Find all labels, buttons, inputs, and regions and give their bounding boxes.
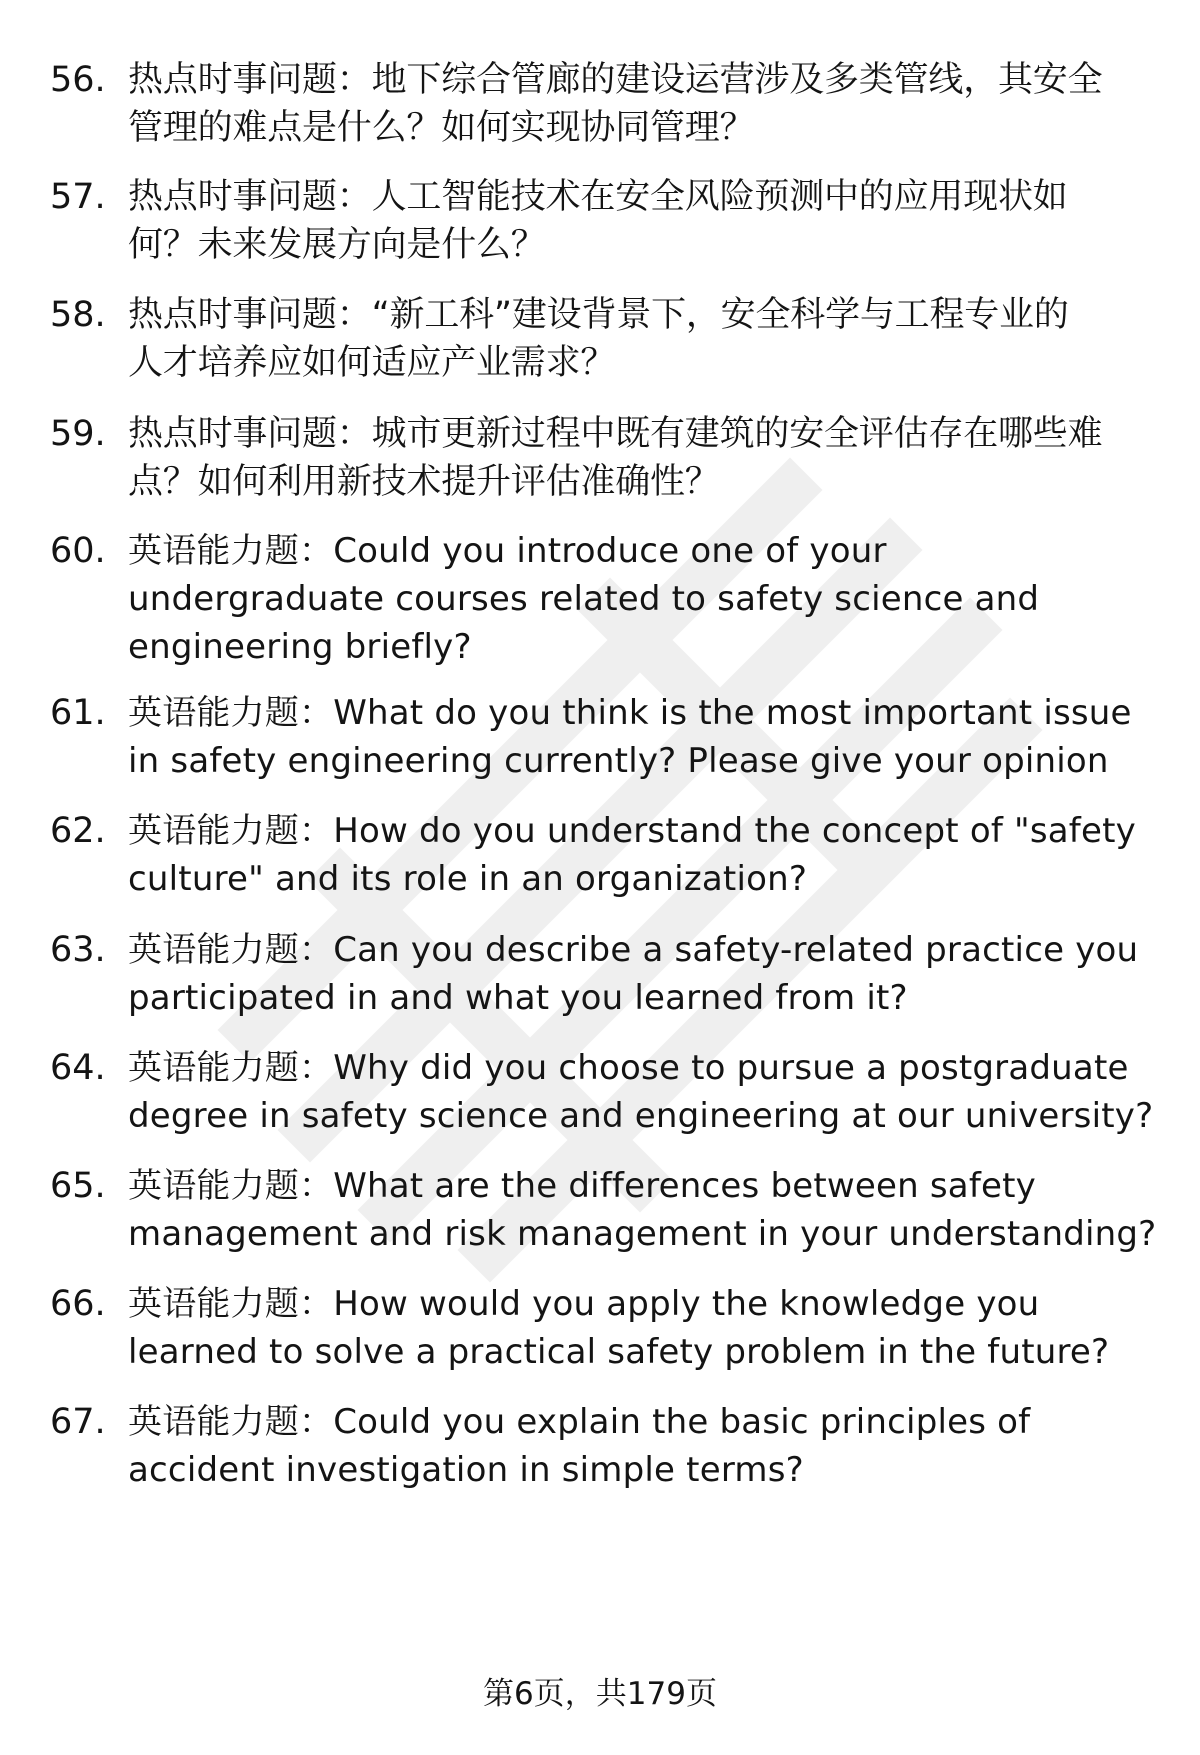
question-number: 56. [50, 60, 106, 100]
question-line: 英语能力题：What do you think is the most important issue [128, 693, 1132, 733]
question-number: 66. [50, 1284, 106, 1324]
question-item-60 [50, 527, 1160, 667]
question-number: 57. [50, 177, 106, 217]
question-line: engineering briefly? [128, 627, 472, 667]
question-line: learned to solve a practical safety problem in the future? [128, 1332, 1110, 1372]
question-item-63 [50, 926, 1160, 1036]
question-line: undergraduate courses related to safety science and [128, 579, 1040, 619]
question-line: 英语能力题：Can you describe a safety-related practice you [128, 930, 1139, 970]
question-line: 热点时事问题：“新工科”建设背景下，安全科学与工程专业的 [128, 295, 1069, 335]
question-text [128, 173, 1128, 269]
question-line: 英语能力题：Could you introduce one of your [128, 531, 887, 571]
question-text [128, 689, 1132, 785]
question-item-59 [50, 410, 1160, 520]
question-item-64 [50, 1044, 1160, 1154]
question-text [128, 1162, 1157, 1258]
question-line: 英语能力题：How do you understand the concept of "safety [128, 811, 1136, 851]
question-line: 热点时事问题：人工智能技术在安全风险预测中的应用现状如 [128, 177, 1068, 217]
question-line: 点？如何利用新技术提升评估准确性？ [128, 462, 720, 502]
question-text [128, 1280, 1128, 1376]
question-line: degree in safety science and engineering at our university? [128, 1096, 1154, 1136]
question-text [128, 410, 1128, 506]
question-line: 人才培养应如何适应产业需求？ [128, 343, 616, 383]
question-item-66 [50, 1280, 1160, 1390]
question-number: 60. [50, 531, 106, 571]
question-number: 63. [50, 930, 106, 970]
question-item-62 [50, 807, 1160, 917]
question-item-57 [50, 173, 1160, 283]
question-line: 英语能力题：Could you explain the basic principles of [128, 1402, 1031, 1442]
question-line: management and risk management in your understanding? [128, 1214, 1157, 1254]
question-number: 65. [50, 1166, 106, 1206]
question-item-56 [50, 56, 1160, 166]
question-line: 何？未来发展方向是什么？ [128, 225, 546, 265]
question-item-67 [50, 1398, 1160, 1508]
question-line: 热点时事问题：地下综合管廊的建设运营涉及多类管线，其安全 [128, 60, 1103, 100]
question-text [128, 527, 1128, 671]
question-number: 61. [50, 693, 106, 733]
question-line: 热点时事问题：城市更新过程中既有建筑的安全评估存在哪些难 [128, 414, 1103, 454]
question-item-61 [50, 689, 1160, 799]
question-text [128, 56, 1128, 152]
question-text [128, 807, 1136, 903]
question-line: accident investigation in simple terms? [128, 1450, 804, 1490]
question-line: 管理的难点是什么？如何实现协同管理？ [128, 108, 755, 148]
question-text [128, 1398, 1128, 1494]
question-number: 67. [50, 1402, 106, 1442]
question-item-58 [50, 291, 1160, 401]
question-line: culture" and its role in an organization? [128, 859, 808, 899]
question-item-65 [50, 1162, 1160, 1272]
question-number: 58. [50, 295, 106, 335]
question-text [128, 291, 1128, 387]
question-number: 64. [50, 1048, 106, 1088]
question-line: participated in and what you learned from it? [128, 978, 908, 1018]
page-indicator: 第6页，共179页 [483, 1676, 717, 1712]
question-line: 英语能力题：How would you apply the knowledge you [128, 1284, 1040, 1324]
question-line: 英语能力题：Why did you choose to pursue a postgraduate [128, 1048, 1129, 1088]
question-line: 英语能力题：What are the differences between safety [128, 1166, 1036, 1206]
question-text [128, 1044, 1154, 1140]
question-number: 62. [50, 811, 106, 851]
question-text [128, 926, 1139, 1022]
question-line: in safety engineering currently? Please give your opinion [128, 741, 1109, 781]
question-number: 59. [50, 414, 106, 454]
